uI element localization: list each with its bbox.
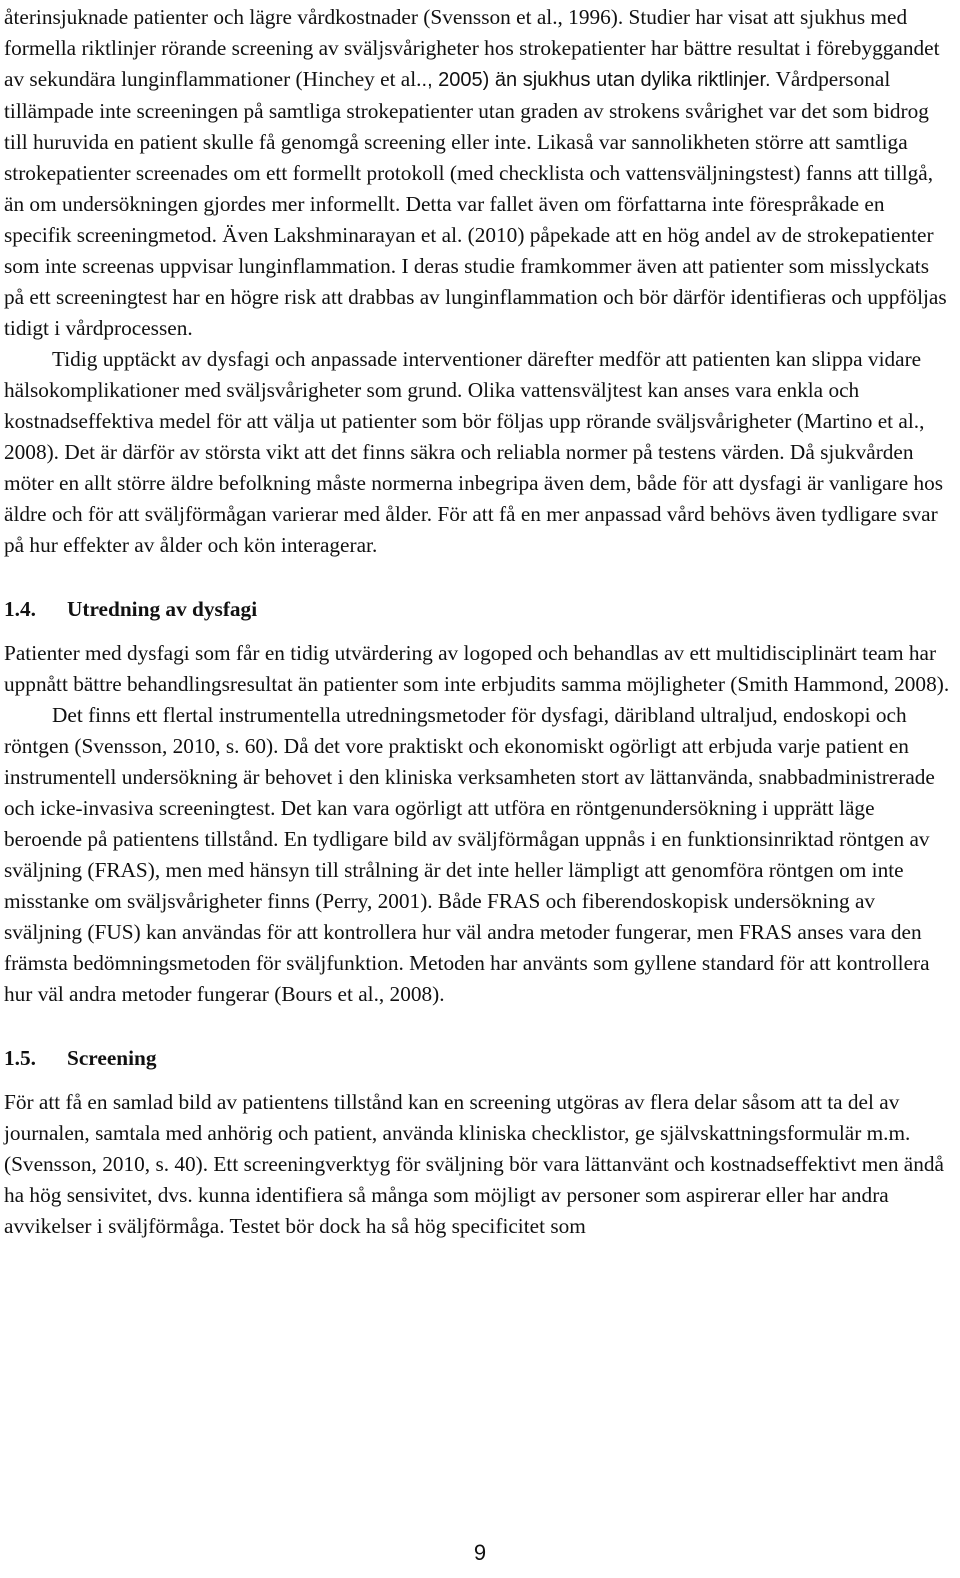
- page-number: 9: [473, 1540, 487, 1565]
- intro-paragraph-1-sans-fragment: ., 2005) än sjukhus utan dylika riktlinjer.: [421, 69, 771, 91]
- section-title-1-5: Screening: [67, 1046, 157, 1070]
- section-heading-1-4: [4, 594, 952, 625]
- section-title-1-4: Utredning av dysfagi: [67, 597, 258, 621]
- section-1-4-paragraph-1: Patienter med dysfagi som får en tidig utvärdering av logoped och behandlas av ett multidisciplinärt team har uppnått bättre behandlingsresultat än patienter som inte erbjudits samma möjligheter (Smith Hammond, 2008).: [4, 641, 950, 696]
- intro-paragraph-1-part-a: återinsjuknade patienter och lägre vårdkostnader (Svensson et al., 1996). Studier har visat att sjukhus med formella riktlinjer rörande screening av sväljsvårigheter hos strokepatienter har bättre resultat i förebyggandet av sekundära lunginflammationer (Hinchey et al.: [4, 5, 940, 91]
- section-heading-1-5: [4, 1043, 952, 1074]
- section-1-5-paragraph-1: För att få en samlad bild av patientens tillstånd kan en screening utgöras av flera delar såsom att ta del av journalen, samtala med anhörig och patient, använda kliniska checklistor, ge självskattningsformulär m.m. (Svensson, 2010, s. 40). Ett screeningverktyg för sväljning bör vara lättanvänt och kostnadseffektivt men ändå ha hög sensivitet, dvs. kunna identifiera så många som möjligt av personer som aspirerar eller har andra avvikelser i sväljförmåga. Testet bör dock ha så hög specificitet som: [4, 1090, 944, 1238]
- intro-paragraph-1-part-b: Vårdpersonal tillämpade inte screeningen på samtliga strokepatienter utan graden av strokens svårighet var det som bidrog till huruvida en patient skulle få genomgå screening eller inte. Likaså var sannolikheten större att samtliga strokepatienter screenades om ett formellt protokoll (med checklista och vattensväljningstest) fanns att tillgå, än om undersökningen gjordes mer informellt. Detta var fallet även om författarna inte förespråkade en specifik screeningmetod. Även Lakshminarayan et al. (2010) påpekade att en hög andel av de strokepatienter som inte screenas uppvisar lunginflammation. I deras studie framkommer även att patienter som misslyckats på ett screeningtest har en högre risk att drabbas av lunginflammation och bör därför identifieras och uppföljas tidigt i vårdprocessen.: [4, 67, 947, 340]
- section-number-1-4: 1.4.: [4, 597, 36, 621]
- intro-paragraph-1: [4, 2, 952, 344]
- section-1-4-paragraph-2: Det finns ett flertal instrumentella utredningsmetoder för dysfagi, däribland ultraljud, endoskopi och röntgen (Svensson, 2010, s. 60). Då det vore praktiskt och ekonomiskt ogörligt att erbjuda varje patient en instrumentell undersökning är behovet i den kliniska verksamheten stort av lättanvända, snabbadministrerade och icke-invasiva screeningtest. Det kan vara ogörligt att utföra en röntgenundersökning i upprätt läge beroende på patientens tillstånd. En tydligare bild av sväljförmågan uppnås i en funktionsinriktad röntgen av sväljning (FRAS), men med hänsyn till strålning är det inte heller lämpligt att genomföra röntgen om inte misstanke om sväljsvårigheter finns (Perry, 2001). Både FRAS och fiberendoskopisk undersökning av sväljning (FUS) kan användas för att kontrollera hur väl andra metoder fungerar, men FRAS anses vara den främsta bedömningsmetoden för sväljfunktion. Metoden har använts som gyllene standard för att kontrollera hur väl andra metoder fungerar (Bours et al., 2008).: [4, 703, 935, 1006]
- document-page: [4, 0, 952, 1242]
- intro-paragraph-2: Tidig upptäckt av dysfagi och anpassade interventioner därefter medför att patienten kan slippa vidare hälsokomplikationer med sväljsvårigheter som grund. Olika vattensväljtest kan anses vara enkla och kostnadseffektiva medel för att välja ut patienter som bör följas upp rörande sväljsvårigheter (Martino et al., 2008). Det är därför av största vikt att det finns säkra och reliabla normer på testens värden. Då sjukvården möter en allt större äldre befolkning måste normerna inbegripa även dem, både för att dysfagi är vanligare hos äldre och för att sväljförmågan varierar med ålder. För att få en mer anpassad vård behövs även tydligare svar på hur effekter av ålder och kön interagerar.: [4, 347, 944, 557]
- section-number-1-5: 1.5.: [4, 1046, 36, 1070]
